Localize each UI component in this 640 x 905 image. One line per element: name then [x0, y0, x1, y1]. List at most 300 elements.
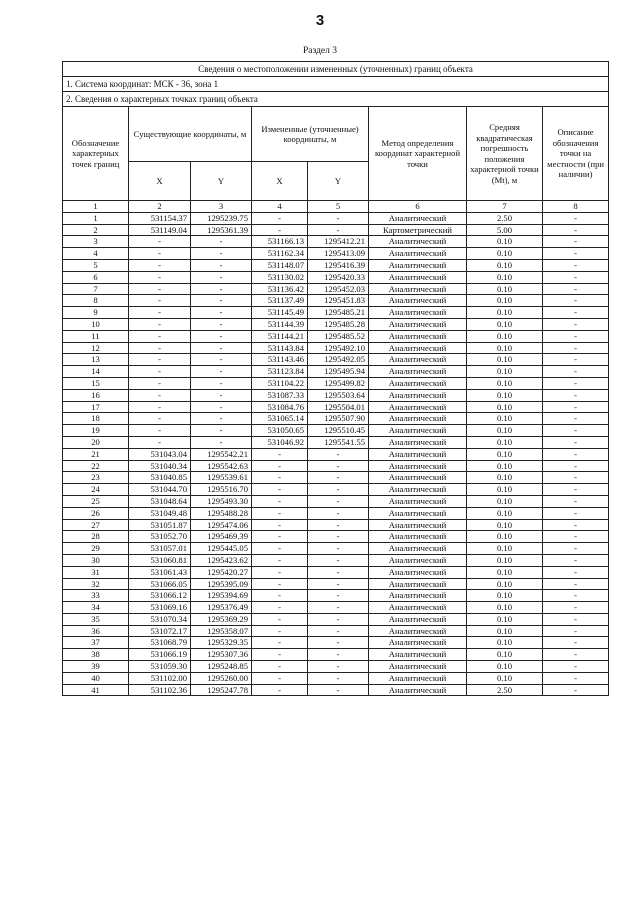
method-cell: Аналитический	[369, 212, 467, 224]
changed-y-cell: 1295485.28	[308, 318, 369, 330]
changed-y-cell: -	[308, 578, 369, 590]
changed-x-cell: -	[252, 460, 308, 472]
error-cell: 0.10	[467, 342, 543, 354]
changed-x-cell: 531145.49	[252, 307, 308, 319]
table-row	[63, 590, 609, 602]
changed-x-cell: -	[252, 519, 308, 531]
table-row	[63, 661, 609, 673]
changed-y-cell: -	[308, 661, 369, 673]
column-number: 8	[543, 201, 609, 213]
table-row	[63, 566, 609, 578]
table-row	[63, 543, 609, 555]
method-cell: Аналитический	[369, 295, 467, 307]
header-designation: Обозначение характерных точек границ	[63, 107, 129, 201]
existing-y-cell: 1295329.35	[191, 637, 252, 649]
error-cell: 0.10	[467, 295, 543, 307]
method-cell: Аналитический	[369, 684, 467, 696]
description-cell: -	[543, 519, 609, 531]
changed-y-cell: -	[308, 613, 369, 625]
existing-x-cell: -	[129, 425, 191, 437]
point-number-cell: 2	[63, 224, 129, 236]
changed-x-cell: -	[252, 613, 308, 625]
changed-x-cell: -	[252, 224, 308, 236]
changed-y-cell: -	[308, 472, 369, 484]
column-number: 2	[129, 201, 191, 213]
table-row	[63, 519, 609, 531]
error-cell: 0.10	[467, 425, 543, 437]
error-cell: 0.10	[467, 625, 543, 637]
description-cell: -	[543, 401, 609, 413]
changed-x-cell: -	[252, 578, 308, 590]
existing-y-cell: 1295247.78	[191, 684, 252, 696]
error-cell: 0.10	[467, 578, 543, 590]
existing-y-cell: 1295488.28	[191, 507, 252, 519]
error-cell: 0.10	[467, 377, 543, 389]
table-row	[63, 672, 609, 684]
changed-y-cell: -	[308, 566, 369, 578]
point-number-cell: 25	[63, 495, 129, 507]
description-cell: -	[543, 484, 609, 496]
table-title-row	[63, 62, 609, 77]
column-number: 5	[308, 201, 369, 213]
existing-y-cell: 1295539.61	[191, 472, 252, 484]
existing-x-cell: 531044.70	[129, 484, 191, 496]
existing-x-cell: 531051.87	[129, 519, 191, 531]
changed-y-cell: -	[308, 625, 369, 637]
changed-x-cell: 531166.13	[252, 236, 308, 248]
error-cell: 0.10	[467, 259, 543, 271]
description-cell: -	[543, 578, 609, 590]
changed-y-cell: 1295451.83	[308, 295, 369, 307]
description-cell: -	[543, 307, 609, 319]
changed-y-cell: -	[308, 554, 369, 566]
method-cell: Аналитический	[369, 354, 467, 366]
description-cell: -	[543, 625, 609, 637]
existing-y-cell: -	[191, 295, 252, 307]
changed-y-cell: -	[308, 637, 369, 649]
coordinate-system: 1. Система координат: МСК - 36, зона 1	[63, 77, 609, 92]
table-row	[63, 295, 609, 307]
column-number: 1	[63, 201, 129, 213]
changed-y-cell: 1295485.21	[308, 307, 369, 319]
point-number-cell: 16	[63, 389, 129, 401]
table-row	[63, 531, 609, 543]
error-cell: 0.10	[467, 318, 543, 330]
existing-y-cell: 1295260.00	[191, 672, 252, 684]
existing-y-cell: 1295395.09	[191, 578, 252, 590]
column-number: 3	[191, 201, 252, 213]
method-cell: Аналитический	[369, 342, 467, 354]
existing-x-cell: 531102.36	[129, 684, 191, 696]
table-row	[63, 307, 609, 319]
table-row	[63, 318, 609, 330]
method-cell: Аналитический	[369, 248, 467, 260]
existing-x-cell: 531060.81	[129, 554, 191, 566]
description-cell: -	[543, 425, 609, 437]
existing-y-cell: -	[191, 354, 252, 366]
changed-y-cell: -	[308, 212, 369, 224]
changed-y-cell: -	[308, 448, 369, 460]
existing-x-cell: -	[129, 413, 191, 425]
description-cell: -	[543, 554, 609, 566]
error-cell: 0.10	[467, 602, 543, 614]
header-existing-x: X	[129, 162, 191, 201]
changed-x-cell: 531046.92	[252, 436, 308, 448]
table-title: Сведения о местоположении измененных (уточненных) границ объекта	[63, 62, 609, 77]
changed-x-cell: 531143.46	[252, 354, 308, 366]
changed-x-cell: -	[252, 531, 308, 543]
changed-y-cell: -	[308, 531, 369, 543]
table-row	[63, 342, 609, 354]
method-cell: Аналитический	[369, 637, 467, 649]
point-number-cell: 23	[63, 472, 129, 484]
point-number-cell: 24	[63, 484, 129, 496]
method-cell: Аналитический	[369, 389, 467, 401]
method-cell: Аналитический	[369, 271, 467, 283]
description-cell: -	[543, 649, 609, 661]
table-row	[63, 389, 609, 401]
changed-x-cell: 531144.21	[252, 330, 308, 342]
point-number-cell: 26	[63, 507, 129, 519]
header-description: Описание обозначения точки на местности (при наличии)	[543, 107, 609, 201]
changed-x-cell: 531104.22	[252, 377, 308, 389]
existing-y-cell: 1295394.69	[191, 590, 252, 602]
description-cell: -	[543, 543, 609, 555]
table-row	[63, 354, 609, 366]
method-cell: Аналитический	[369, 436, 467, 448]
description-cell: -	[543, 613, 609, 625]
changed-x-cell: -	[252, 212, 308, 224]
existing-x-cell: -	[129, 295, 191, 307]
table-row	[63, 637, 609, 649]
point-number-cell: 41	[63, 684, 129, 696]
changed-y-cell: 1295492.10	[308, 342, 369, 354]
existing-y-cell: -	[191, 318, 252, 330]
changed-y-cell: -	[308, 519, 369, 531]
point-number-cell: 5	[63, 259, 129, 271]
table-row	[63, 495, 609, 507]
changed-x-cell: -	[252, 448, 308, 460]
point-number-cell: 18	[63, 413, 129, 425]
header-existing-y: Y	[191, 162, 252, 201]
description-cell: -	[543, 531, 609, 543]
error-cell: 0.10	[467, 661, 543, 673]
point-number-cell: 7	[63, 283, 129, 295]
description-cell: -	[543, 224, 609, 236]
description-cell: -	[543, 472, 609, 484]
changed-x-cell: 531065.14	[252, 413, 308, 425]
existing-x-cell: -	[129, 318, 191, 330]
table-row	[63, 248, 609, 260]
table-row	[63, 401, 609, 413]
description-cell: -	[543, 672, 609, 684]
description-cell: -	[543, 236, 609, 248]
existing-y-cell: -	[191, 259, 252, 271]
method-cell: Аналитический	[369, 236, 467, 248]
existing-y-cell: -	[191, 425, 252, 437]
existing-x-cell: -	[129, 366, 191, 378]
header-row-1	[63, 107, 609, 162]
existing-y-cell: -	[191, 389, 252, 401]
changed-y-cell: 1295485.52	[308, 330, 369, 342]
changed-x-cell: -	[252, 661, 308, 673]
table-row	[63, 377, 609, 389]
error-cell: 2.50	[467, 212, 543, 224]
description-cell: -	[543, 295, 609, 307]
description-cell: -	[543, 460, 609, 472]
existing-y-cell: 1295474.06	[191, 519, 252, 531]
changed-x-cell: -	[252, 507, 308, 519]
changed-y-cell: 1295420.33	[308, 271, 369, 283]
existing-y-cell: -	[191, 401, 252, 413]
point-number-cell: 9	[63, 307, 129, 319]
changed-y-cell: -	[308, 543, 369, 555]
method-cell: Аналитический	[369, 625, 467, 637]
existing-x-cell: -	[129, 354, 191, 366]
existing-y-cell: 1295420.27	[191, 566, 252, 578]
existing-y-cell: 1295469.39	[191, 531, 252, 543]
method-cell: Аналитический	[369, 543, 467, 555]
point-number-cell: 29	[63, 543, 129, 555]
method-cell: Аналитический	[369, 649, 467, 661]
method-cell: Аналитический	[369, 318, 467, 330]
existing-x-cell: 531066.12	[129, 590, 191, 602]
description-cell: -	[543, 495, 609, 507]
column-number: 4	[252, 201, 308, 213]
error-cell: 0.10	[467, 613, 543, 625]
existing-y-cell: -	[191, 436, 252, 448]
changed-x-cell: -	[252, 672, 308, 684]
section-label: Раздел 3	[303, 46, 337, 56]
existing-x-cell: 531070.34	[129, 613, 191, 625]
changed-x-cell: 531123.84	[252, 366, 308, 378]
changed-x-cell: -	[252, 590, 308, 602]
error-cell: 0.10	[467, 460, 543, 472]
changed-y-cell: 1295507.90	[308, 413, 369, 425]
error-cell: 0.10	[467, 554, 543, 566]
existing-x-cell: 531061.43	[129, 566, 191, 578]
existing-y-cell: 1295361.39	[191, 224, 252, 236]
description-cell: -	[543, 377, 609, 389]
changed-x-cell: -	[252, 625, 308, 637]
point-number-cell: 30	[63, 554, 129, 566]
point-number-cell: 37	[63, 637, 129, 649]
description-cell: -	[543, 389, 609, 401]
existing-x-cell: -	[129, 389, 191, 401]
header-existing: Существующие координаты, м	[129, 107, 252, 162]
method-cell: Аналитический	[369, 460, 467, 472]
error-cell: 0.10	[467, 436, 543, 448]
changed-y-cell: -	[308, 507, 369, 519]
description-cell: -	[543, 413, 609, 425]
existing-x-cell: -	[129, 330, 191, 342]
coordinate-system-row	[63, 77, 609, 92]
error-cell: 0.10	[467, 590, 543, 602]
point-number-cell: 39	[63, 661, 129, 673]
changed-y-cell: 1295416.39	[308, 259, 369, 271]
error-cell: 0.10	[467, 413, 543, 425]
changed-y-cell: -	[308, 672, 369, 684]
method-cell: Аналитический	[369, 661, 467, 673]
error-cell: 5.00	[467, 224, 543, 236]
method-cell: Аналитический	[369, 519, 467, 531]
changed-y-cell: 1295495.94	[308, 366, 369, 378]
point-number-cell: 38	[63, 649, 129, 661]
existing-y-cell: -	[191, 330, 252, 342]
error-cell: 0.10	[467, 389, 543, 401]
existing-y-cell: 1295445.05	[191, 543, 252, 555]
existing-y-cell: 1295239.75	[191, 212, 252, 224]
changed-y-cell: -	[308, 649, 369, 661]
method-cell: Аналитический	[369, 448, 467, 460]
existing-x-cell: 531154.37	[129, 212, 191, 224]
error-cell: 0.10	[467, 354, 543, 366]
table-row	[63, 507, 609, 519]
existing-y-cell: 1295542.21	[191, 448, 252, 460]
point-number-cell: 4	[63, 248, 129, 260]
existing-y-cell: -	[191, 236, 252, 248]
description-cell: -	[543, 507, 609, 519]
changed-y-cell: 1295504.01	[308, 401, 369, 413]
changed-y-cell: 1295510.45	[308, 425, 369, 437]
table-row	[63, 212, 609, 224]
method-cell: Аналитический	[369, 566, 467, 578]
existing-x-cell: 531149.04	[129, 224, 191, 236]
existing-x-cell: 531043.04	[129, 448, 191, 460]
point-number-cell: 1	[63, 212, 129, 224]
table-row	[63, 259, 609, 271]
method-cell: Аналитический	[369, 283, 467, 295]
changed-y-cell: -	[308, 224, 369, 236]
point-number-cell: 20	[63, 436, 129, 448]
table-row	[63, 578, 609, 590]
existing-y-cell: 1295358.07	[191, 625, 252, 637]
point-number-cell: 17	[63, 401, 129, 413]
error-cell: 0.10	[467, 495, 543, 507]
point-number-cell: 11	[63, 330, 129, 342]
method-cell: Аналитический	[369, 672, 467, 684]
changed-x-cell: -	[252, 649, 308, 661]
table-row	[63, 330, 609, 342]
changed-x-cell: -	[252, 554, 308, 566]
description-cell: -	[543, 637, 609, 649]
error-cell: 0.10	[467, 507, 543, 519]
changed-y-cell: -	[308, 602, 369, 614]
existing-x-cell: -	[129, 259, 191, 271]
existing-x-cell: 531048.64	[129, 495, 191, 507]
existing-y-cell: -	[191, 248, 252, 260]
description-cell: -	[543, 283, 609, 295]
header-error: Средняя квадратическая погрешность положения характерной точки (Mt), м	[467, 107, 543, 201]
changed-x-cell: 531148.07	[252, 259, 308, 271]
description-cell: -	[543, 436, 609, 448]
method-cell: Аналитический	[369, 307, 467, 319]
method-cell: Аналитический	[369, 531, 467, 543]
point-number-cell: 27	[63, 519, 129, 531]
changed-y-cell: -	[308, 684, 369, 696]
existing-x-cell: 531059.30	[129, 661, 191, 673]
changed-x-cell: -	[252, 495, 308, 507]
table-row	[63, 448, 609, 460]
header-changed-x: X	[252, 162, 308, 201]
point-number-cell: 13	[63, 354, 129, 366]
existing-x-cell: -	[129, 377, 191, 389]
existing-x-cell: 531066.05	[129, 578, 191, 590]
description-cell: -	[543, 330, 609, 342]
existing-y-cell: 1295307.36	[191, 649, 252, 661]
existing-x-cell: -	[129, 342, 191, 354]
existing-x-cell: 531049.48	[129, 507, 191, 519]
description-cell: -	[543, 342, 609, 354]
existing-x-cell: -	[129, 307, 191, 319]
table-row	[63, 460, 609, 472]
table-subtitle-row	[63, 92, 609, 107]
changed-y-cell: -	[308, 495, 369, 507]
table-subtitle: 2. Сведения о характерных точках границ объекта	[63, 92, 609, 107]
table-row	[63, 425, 609, 437]
changed-y-cell: 1295499.82	[308, 377, 369, 389]
changed-y-cell: -	[308, 590, 369, 602]
point-number-cell: 36	[63, 625, 129, 637]
error-cell: 0.10	[467, 271, 543, 283]
existing-y-cell: 1295542.63	[191, 460, 252, 472]
table-row	[63, 649, 609, 661]
table-body	[63, 62, 609, 696]
existing-x-cell: -	[129, 283, 191, 295]
point-number-cell: 35	[63, 613, 129, 625]
method-cell: Аналитический	[369, 602, 467, 614]
existing-y-cell: 1295369.29	[191, 613, 252, 625]
existing-x-cell: 531052.70	[129, 531, 191, 543]
changed-y-cell: -	[308, 460, 369, 472]
error-cell: 0.10	[467, 566, 543, 578]
error-cell: 0.10	[467, 366, 543, 378]
table-row	[63, 554, 609, 566]
error-cell: 0.10	[467, 543, 543, 555]
table-row	[63, 684, 609, 696]
changed-y-cell: 1295541.55	[308, 436, 369, 448]
point-number-cell: 19	[63, 425, 129, 437]
point-number-cell: 32	[63, 578, 129, 590]
error-cell: 0.10	[467, 672, 543, 684]
description-cell: -	[543, 248, 609, 260]
description-cell: -	[543, 212, 609, 224]
table-row	[63, 283, 609, 295]
existing-x-cell: 531040.34	[129, 460, 191, 472]
table-row	[63, 413, 609, 425]
description-cell: -	[543, 684, 609, 696]
changed-x-cell: -	[252, 484, 308, 496]
table-row	[63, 625, 609, 637]
existing-x-cell: 531068.79	[129, 637, 191, 649]
table-row	[63, 224, 609, 236]
changed-x-cell: 531137.49	[252, 295, 308, 307]
existing-x-cell: -	[129, 248, 191, 260]
point-number-cell: 28	[63, 531, 129, 543]
method-cell: Аналитический	[369, 495, 467, 507]
changed-y-cell: -	[308, 484, 369, 496]
changed-x-cell: 531143.84	[252, 342, 308, 354]
existing-y-cell: -	[191, 283, 252, 295]
error-cell: 2.50	[467, 684, 543, 696]
error-cell: 0.10	[467, 236, 543, 248]
changed-x-cell: 531144.39	[252, 318, 308, 330]
changed-y-cell: 1295452.03	[308, 283, 369, 295]
existing-x-cell: -	[129, 271, 191, 283]
error-cell: 0.10	[467, 637, 543, 649]
method-cell: Аналитический	[369, 484, 467, 496]
point-number-cell: 15	[63, 377, 129, 389]
